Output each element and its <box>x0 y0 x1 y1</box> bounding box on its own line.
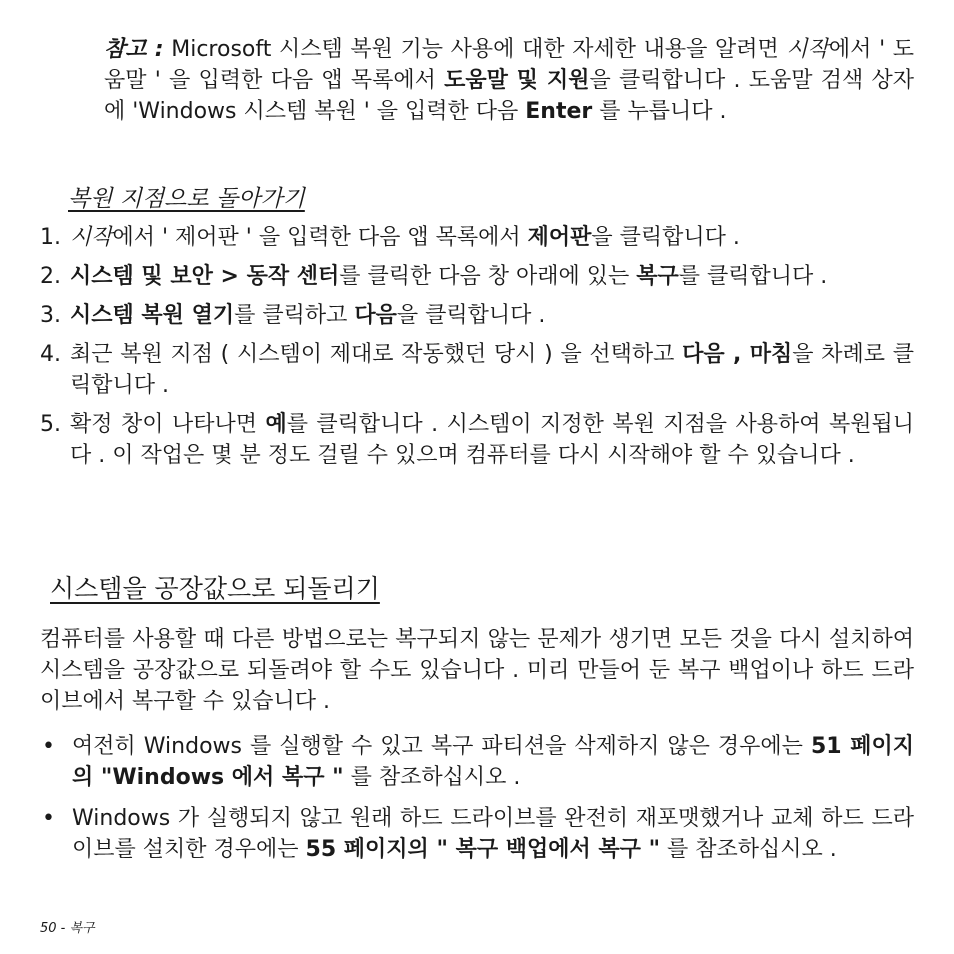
enter-key-term: Enter <box>525 99 593 124</box>
reset-options-list <box>40 731 914 875</box>
step-number: 2. <box>40 264 61 289</box>
step-text <box>70 261 914 292</box>
bullet-item <box>40 731 914 793</box>
step-text-part: 를 클릭하고 <box>234 303 355 328</box>
bullet-text-part: 여전히 Windows 를 실행할 수 있고 복구 파티션을 삭제하지 않은 경우에는 <box>72 734 811 759</box>
recovery-term: 복구 <box>636 264 679 289</box>
step-text-part: 를 클릭한 다음 창 아래에 있는 <box>339 264 637 289</box>
step-text-part: 을 클릭합니다 . <box>591 225 740 250</box>
bullet-text-part: 를 참조하십시오 . <box>343 765 521 790</box>
note-text: 을 클릭합니다 . 도움말 검색 상자에 'Windows 시스템 복원 ' 을 입력한 다음 <box>104 68 914 124</box>
next-finish-term: 다음 , 마침 <box>682 342 793 367</box>
step-item <box>40 222 914 253</box>
factory-reset-paragraph: 컴퓨터를 사용할 때 다른 방법으로는 복구되지 않는 문제가 생기면 모든 것을 다시 설치하여 시스템을 공장값으로 되돌려야 할 수도 있습니다 . 미리 만들어 둔 복구 백업이나 하드 드라이브에서 복구할 수 있습니다 . <box>40 627 914 714</box>
step-item <box>40 409 914 471</box>
bullet-text-part: 를 참조하십시오 . <box>660 837 837 862</box>
note-paragraph <box>104 34 914 127</box>
yes-term: 예 <box>265 412 287 437</box>
step-item <box>40 339 914 401</box>
step-text <box>70 300 914 331</box>
bullet-item <box>40 803 914 865</box>
step-number: 5. <box>40 412 61 437</box>
note-text: Microsoft 시스템 복원 기능 사용에 대한 자세한 내용을 알려면 <box>163 37 787 62</box>
action-center-term: 시스템 및 보안 > 동작 센터 <box>70 264 340 289</box>
step-number: 4. <box>40 342 61 367</box>
step-text-part: 에서 ' 제어판 ' 을 입력한 다음 앱 목록에서 <box>112 225 528 250</box>
note-text: 를 누릅니다 . <box>592 99 727 124</box>
start-term: 시작 <box>786 37 829 62</box>
step-item <box>40 261 914 292</box>
next-term: 다음 <box>354 303 397 328</box>
help-support-term: 도움말 및 지원 <box>444 68 590 93</box>
note-text: 에서 ' 도움말 ' 을 입력한 다음 앱 목록에서 <box>104 37 915 93</box>
page-reference-51: 51 페이지의 "Windows 에서 복구 " <box>72 734 915 790</box>
step-number: 3. <box>40 303 61 328</box>
step-text-part: 을 클릭합니다 . <box>396 303 546 328</box>
step-text-part: 을 차례로 클릭합니다 . <box>70 342 914 398</box>
bullet-text-part: Windows 가 실행되지 않고 원래 하드 드라이브를 완전히 재포맷했거나 교체 하드 드라이브를 설치한 경우에는 <box>72 806 914 862</box>
step-item <box>40 300 914 331</box>
bullet-icon: • <box>42 806 55 831</box>
subheading-restore-point: 복원 지점으로 돌아가기 <box>68 186 305 212</box>
start-term: 시작 <box>70 225 113 250</box>
step-text <box>70 339 914 401</box>
restore-steps-list <box>40 222 914 479</box>
page-reference-55: 55 페이지의 " 복구 백업에서 복구 " <box>305 837 661 862</box>
step-text-part: 를 클릭합니다 . <box>678 264 828 289</box>
step-text-part: 확정 창이 나타나면 <box>70 412 266 437</box>
step-number: 1. <box>40 225 61 250</box>
step-text <box>70 222 914 253</box>
page-footer: 50 - 복구 <box>40 921 95 936</box>
control-panel-term: 제어판 <box>527 225 592 250</box>
step-text-part: 최근 복원 지점 ( 시스템이 제대로 작동했던 당시 ) 을 선택하고 <box>70 342 683 367</box>
step-text <box>70 409 914 471</box>
note-label: 참고 : <box>104 37 164 62</box>
bullet-text <box>72 731 914 793</box>
bullet-text <box>72 803 914 865</box>
step-text-part: 를 클릭합니다 . 시스템이 지정한 복원 지점을 사용하여 복원됩니다 . 이 작업은 몇 분 정도 걸릴 수 있으며 컴퓨터를 다시 시작해야 할 수 있습니다 . <box>70 412 915 468</box>
open-system-restore-term: 시스템 복원 열기 <box>70 303 235 328</box>
section-heading-factory-reset: 시스템을 공장값으로 되돌리기 <box>50 574 380 603</box>
bullet-icon: • <box>42 734 55 759</box>
